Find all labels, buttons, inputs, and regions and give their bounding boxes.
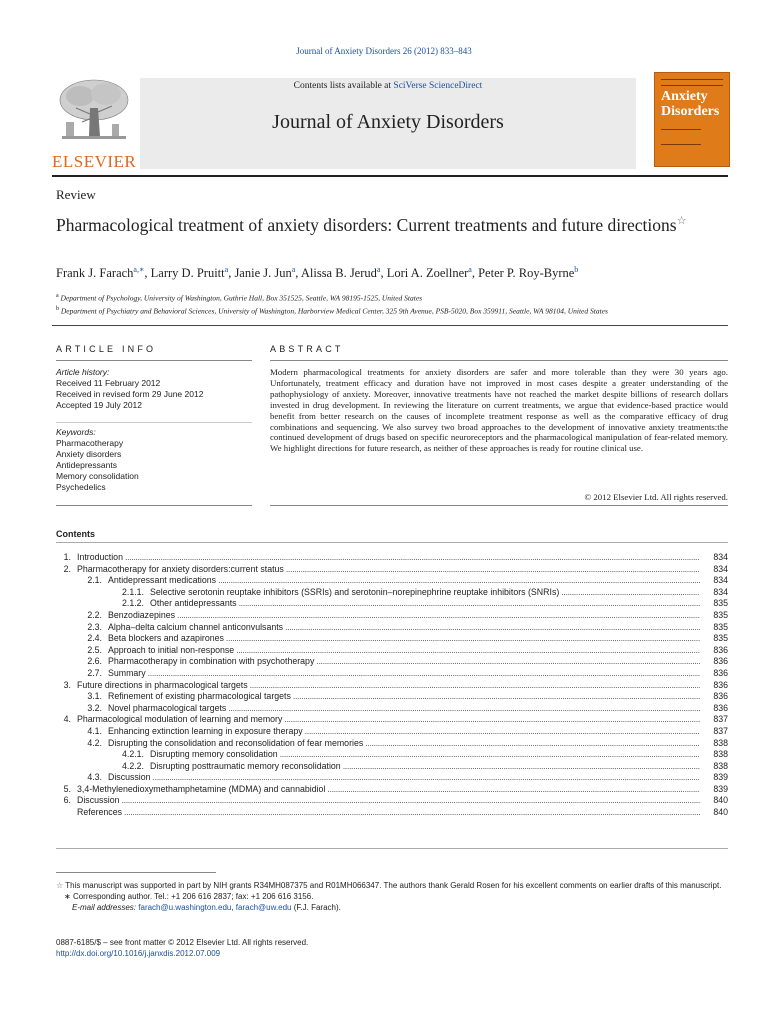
toc-entry[interactable] bbox=[56, 714, 728, 726]
keyword-item: Psychedelics bbox=[56, 482, 106, 492]
toc-page: 840 bbox=[713, 795, 728, 806]
toc-label[interactable]: Introduction bbox=[77, 552, 123, 562]
toc-leader bbox=[239, 598, 700, 610]
keyword-item: Memory consolidation bbox=[56, 471, 139, 481]
toc-leader bbox=[125, 552, 700, 564]
article-history bbox=[56, 367, 252, 411]
email-suffix: (F.J. Farach). bbox=[291, 903, 341, 912]
toc-number: 2.5. bbox=[87, 644, 102, 655]
affiliation-mark: b bbox=[56, 305, 59, 312]
toc-page: 834 bbox=[713, 552, 728, 562]
journal-banner bbox=[140, 78, 636, 169]
toc-leader bbox=[218, 575, 700, 587]
toc-entry[interactable] bbox=[56, 645, 728, 657]
toc-label[interactable]: Future directions in pharmacological targets bbox=[77, 679, 248, 690]
author-name[interactable]: Lori A. Zoellner bbox=[386, 266, 469, 281]
toc-entry[interactable] bbox=[56, 668, 728, 680]
toc-page: 839 bbox=[713, 772, 728, 783]
header-divider bbox=[52, 175, 728, 177]
toc-entry[interactable] bbox=[56, 622, 728, 634]
toc-leader bbox=[293, 691, 700, 703]
cover-rule-icon bbox=[661, 79, 723, 86]
toc-label[interactable]: Pharmacological modulation of learning and memory bbox=[77, 714, 283, 725]
toc-number: 1. bbox=[63, 552, 71, 562]
toc-page: 835 bbox=[713, 598, 728, 609]
affiliation-item bbox=[56, 291, 736, 304]
title-footnote-mark[interactable]: ☆ bbox=[676, 215, 687, 227]
toc-number: 2.7. bbox=[87, 667, 102, 678]
toc-number bbox=[56, 807, 71, 819]
toc-page: 834 bbox=[713, 575, 728, 586]
journal-citation[interactable]: Journal of Anxiety Disorders 26 (2012) 833–843 bbox=[296, 46, 472, 56]
contents-prefix: Contents lists available at bbox=[293, 81, 394, 91]
toc-page: 838 bbox=[713, 749, 728, 760]
toc-page: 838 bbox=[713, 760, 728, 771]
toc-number: 2. bbox=[63, 563, 71, 574]
author-affiliation-mark[interactable]: a bbox=[291, 265, 296, 274]
toc-label[interactable]: Pharmacotherapy in combination with psychotherapy bbox=[108, 656, 315, 667]
toc-number: 3.1. bbox=[87, 691, 102, 702]
toc-label[interactable]: Beta blockers and azapirones bbox=[108, 633, 224, 644]
author-separator: , bbox=[228, 266, 235, 281]
publisher-name: ELSEVIER bbox=[52, 152, 137, 171]
abstract-copyright: © 2012 Elsevier Ltd. All rights reserved. bbox=[584, 492, 728, 502]
toc-page: 836 bbox=[713, 702, 728, 713]
email-link[interactable]: farach@u.washington.edu bbox=[138, 903, 232, 912]
toc-entry[interactable] bbox=[56, 726, 728, 738]
sciencedirect-link[interactable]: SciVerse ScienceDirect bbox=[393, 81, 483, 91]
section-divider bbox=[52, 325, 728, 326]
journal-title: Journal of Anxiety Disorders bbox=[272, 111, 504, 133]
author-separator: , bbox=[295, 266, 301, 281]
toc-leader bbox=[177, 610, 700, 622]
tree-logo-icon bbox=[56, 78, 132, 146]
author-affiliation-mark[interactable]: a,∗ bbox=[133, 265, 145, 274]
author-affiliation-mark[interactable]: a bbox=[376, 265, 381, 274]
toc-leader bbox=[153, 772, 700, 784]
toc-label[interactable]: Refinement of existing pharmacological targets bbox=[108, 691, 291, 702]
keyword-item: Anxiety disorders bbox=[56, 449, 122, 459]
toc-page: 837 bbox=[713, 725, 728, 736]
cover-title-line2: Disorders bbox=[661, 104, 720, 119]
toc-leader bbox=[122, 795, 700, 807]
toc-label[interactable]: Approach to initial non-response bbox=[108, 644, 235, 655]
toc-label[interactable]: Summary bbox=[108, 667, 146, 678]
toc-entry[interactable] bbox=[56, 680, 728, 692]
email-footnote bbox=[56, 902, 728, 913]
keyword-item: Pharmacotherapy bbox=[56, 438, 124, 448]
toc-leader bbox=[124, 807, 700, 819]
toc-number: 2.1. bbox=[87, 575, 102, 586]
toc-page: 840 bbox=[713, 807, 728, 818]
corresponding-mark: ∗ bbox=[64, 892, 71, 901]
toc-number: 4.2.2. bbox=[121, 760, 144, 771]
author-name[interactable]: Larry D. Pruitt bbox=[150, 266, 225, 281]
toc-label[interactable]: Novel pharmacological targets bbox=[108, 702, 227, 713]
toc-number: 4.1. bbox=[87, 725, 102, 736]
toc-entry[interactable] bbox=[56, 575, 728, 587]
toc-page: 835 bbox=[713, 621, 728, 632]
toc-leader bbox=[343, 761, 700, 773]
toc-leader bbox=[280, 749, 700, 761]
toc-page: 837 bbox=[713, 714, 728, 725]
author-name[interactable]: Janie J. Jun bbox=[234, 266, 292, 281]
corresponding-text: Corresponding author. Tel.: +1 206 616 2837; fax: +1 206 616 3156. bbox=[72, 892, 314, 901]
toc-entry[interactable] bbox=[56, 749, 728, 761]
contents-divider bbox=[56, 542, 728, 543]
author-affiliation-mark[interactable]: b bbox=[574, 265, 579, 274]
funding-footnote bbox=[56, 880, 728, 891]
affiliation-text: Department of Psychiatry and Behavioral Sciences, University of Washington, Harborview Medical Center, 325 9th Avenue, PSB-5020, Box 359911, Seattle, WA 98104, United States bbox=[60, 306, 608, 315]
toc-number: 2.4. bbox=[87, 633, 102, 644]
funding-text: This manuscript was supported in part by NIH grants R34MH087375 and R01MH066347. The authors thank Gerald Rosen for his excellent comments on earlier drafts of this manuscript. bbox=[65, 881, 722, 890]
toc-label[interactable]: Other antidepressants bbox=[150, 598, 237, 609]
author-name[interactable]: Frank J. Farach bbox=[56, 266, 134, 281]
toc-page: 836 bbox=[713, 667, 728, 678]
funding-mark: ☆ bbox=[56, 881, 64, 890]
toc-number: 2.1.2. bbox=[121, 598, 144, 609]
toc-number: 5. bbox=[63, 783, 71, 794]
table-of-contents bbox=[56, 552, 728, 819]
article-title bbox=[56, 210, 726, 236]
toc-entry[interactable] bbox=[56, 795, 728, 807]
toc-number: 2.6. bbox=[87, 656, 102, 667]
toc-page: 834 bbox=[713, 563, 728, 574]
affiliation-mark: a bbox=[56, 293, 59, 299]
toc-entry[interactable] bbox=[56, 656, 728, 668]
toc-label[interactable]: Antidepressant medications bbox=[108, 575, 217, 586]
history-item: Received in revised form 29 June 2012 bbox=[56, 389, 204, 399]
toc-leader bbox=[284, 714, 700, 726]
toc-number: 4. bbox=[63, 714, 71, 725]
email-label: E-mail addresses: bbox=[72, 903, 137, 912]
history-item: Accepted 19 July 2012 bbox=[56, 400, 143, 410]
toc-number: 3.2. bbox=[87, 702, 102, 713]
toc-number: 2.2. bbox=[87, 609, 102, 620]
toc-label[interactable]: Disrupting the consolidation and reconsolidation of fear memories bbox=[108, 737, 364, 748]
toc-entry[interactable] bbox=[56, 784, 728, 796]
contents-heading: Contents bbox=[56, 529, 95, 539]
toc-entry[interactable] bbox=[56, 610, 728, 622]
toc-entry[interactable] bbox=[56, 633, 728, 645]
info-divider bbox=[56, 360, 252, 361]
toc-entry[interactable] bbox=[56, 703, 728, 715]
abstract-heading: ABSTRACT bbox=[270, 344, 344, 354]
article-title-text: Pharmacological treatment of anxiety disorders: Current treatments and future directions bbox=[56, 214, 677, 235]
toc-label[interactable]: Discussion bbox=[108, 772, 151, 783]
toc-entry[interactable] bbox=[56, 691, 728, 703]
masthead bbox=[52, 72, 728, 169]
toc-number: 3. bbox=[63, 679, 71, 690]
author-affiliation-mark[interactable]: a bbox=[224, 265, 229, 274]
toc-label[interactable]: Alpha–delta calcium channel anticonvulsants bbox=[108, 621, 284, 632]
affiliation-text: Department of Psychology, University of Washington, Guthrie Hall, Box 351525, Seattle, WA 98195-1525, United States bbox=[60, 293, 423, 303]
toc-label[interactable]: 3,4-Methylenedioxymethamphetamine (MDMA) and cannabidiol bbox=[77, 783, 326, 794]
keywords bbox=[56, 427, 252, 493]
toc-leader bbox=[561, 587, 700, 599]
journal-cover-thumbnail[interactable] bbox=[654, 72, 730, 167]
toc-page: 839 bbox=[713, 783, 728, 794]
affiliation-item bbox=[56, 304, 736, 317]
toc-label[interactable]: Pharmacotherapy for anxiety disorders:current status bbox=[77, 563, 284, 574]
toc-page: 835 bbox=[713, 633, 728, 644]
toc-label[interactable]: Enhancing extinction learning in exposure therapy bbox=[108, 725, 303, 736]
toc-entry[interactable] bbox=[56, 598, 728, 610]
history-item: Received 11 February 2012 bbox=[56, 378, 161, 388]
author-name[interactable]: Alissa B. Jerud bbox=[300, 266, 377, 281]
footnotes bbox=[56, 880, 728, 913]
author-list bbox=[56, 265, 736, 281]
toc-leader bbox=[148, 668, 700, 680]
legal-info bbox=[56, 937, 456, 959]
toc-label[interactable]: Benzodiazepines bbox=[108, 609, 176, 620]
email-separator: , bbox=[231, 903, 236, 912]
toc-label[interactable]: Disrupting memory consolidation bbox=[150, 749, 278, 760]
elsevier-logo bbox=[52, 72, 136, 169]
toc-leader bbox=[327, 784, 700, 796]
toc-leader bbox=[285, 622, 700, 634]
contents-divider-bottom bbox=[56, 848, 728, 849]
toc-leader bbox=[226, 633, 700, 645]
toc-leader bbox=[250, 680, 700, 692]
cover-title-line1: Anxiety bbox=[661, 89, 708, 104]
toc-entry[interactable] bbox=[56, 772, 728, 784]
toc-page: 838 bbox=[713, 737, 728, 748]
article-type: Review bbox=[56, 187, 96, 202]
toc-number: 6. bbox=[63, 795, 71, 806]
toc-entry[interactable] bbox=[56, 552, 728, 564]
abstract-divider-bottom bbox=[270, 505, 728, 506]
toc-leader bbox=[228, 703, 700, 715]
footnote-divider bbox=[56, 872, 216, 873]
toc-number: 2.1.1. bbox=[121, 586, 144, 597]
toc-number: 4.3. bbox=[87, 772, 102, 783]
toc-entry[interactable] bbox=[56, 587, 728, 599]
toc-page: 836 bbox=[713, 656, 728, 667]
info-divider-bottom bbox=[56, 505, 252, 506]
author-affiliation-mark[interactable]: a bbox=[468, 265, 472, 274]
article-info-heading: ARTICLE INFO bbox=[56, 344, 157, 354]
toc-label[interactable]: Disrupting posttraumatic memory reconsolidation bbox=[150, 760, 341, 771]
cover-lines-icon bbox=[661, 129, 701, 145]
contents-available-line bbox=[140, 81, 636, 91]
toc-page: 836 bbox=[713, 679, 728, 690]
info-divider-light bbox=[56, 422, 252, 423]
toc-page: 834 bbox=[713, 586, 728, 597]
toc-entry[interactable] bbox=[56, 738, 728, 750]
toc-entry[interactable] bbox=[56, 564, 728, 576]
toc-page: 836 bbox=[713, 644, 728, 655]
toc-number: 2.3. bbox=[87, 621, 102, 632]
toc-leader bbox=[316, 656, 700, 668]
history-label: Article history: bbox=[56, 367, 110, 377]
affiliations bbox=[56, 291, 736, 316]
corresponding-footnote bbox=[56, 891, 728, 902]
toc-leader bbox=[365, 738, 700, 750]
keyword-item: Antidepressants bbox=[56, 460, 117, 470]
toc-entry[interactable] bbox=[56, 761, 728, 773]
toc-leader bbox=[305, 726, 700, 738]
author-separator: , bbox=[380, 266, 387, 281]
toc-page: 836 bbox=[713, 691, 728, 702]
toc-leader bbox=[236, 645, 700, 657]
toc-entry[interactable] bbox=[56, 807, 728, 819]
doi-link[interactable]: http://dx.doi.org/10.1016/j.janxdis.2012.07.009 bbox=[56, 949, 221, 958]
author-separator: , bbox=[144, 266, 151, 281]
keywords-label: Keywords: bbox=[56, 427, 96, 437]
author-separator: , bbox=[471, 266, 479, 281]
toc-label[interactable]: References bbox=[77, 807, 122, 818]
toc-leader bbox=[286, 564, 700, 576]
abstract-divider bbox=[270, 360, 728, 361]
toc-page: 835 bbox=[713, 609, 728, 620]
toc-label[interactable]: Selective serotonin reuptake inhibitors (SSRIs) and serotonin–norepinephrine reuptake inhibitors (SNRIs) bbox=[150, 586, 560, 597]
toc-number: 4.2. bbox=[87, 737, 102, 748]
toc-label[interactable]: Discussion bbox=[77, 795, 120, 806]
abstract-text: Modern pharmacological treatments for anxiety disorders are safer and more tolerable than they were 30 years ago. Unfortunately, treatment efficacy and duration have not improved in most cases despite a greater understanding of the pathophysiology of anxiety. Moreover, innovative treatments have not reached the market despite billions of research dollars invested in drug development. In reviewing the literature on current treatments, we argue that evidence-based practice would benefit from better research on the causes of incomplete treatment response as well as the comparative efficacy of drug combinations and sequencing. We also survey two broad approaches to the development of innovative anxiety treatments:the continued development of drugs based on specific neuroreceptors and the pharmacological manipulation of fear-related memory. We highlight directions for future research, as neither of these approaches is ready for routine clinical use. bbox=[270, 367, 728, 454]
email-link[interactable]: farach@uw.edu bbox=[235, 903, 292, 912]
issn-line: 0887-6185/$ – see front matter © 2012 Elsevier Ltd. All rights reserved. bbox=[56, 938, 309, 947]
author-name[interactable]: Peter P. Roy-Byrne bbox=[478, 266, 575, 281]
toc-number: 4.2.1. bbox=[121, 749, 144, 760]
